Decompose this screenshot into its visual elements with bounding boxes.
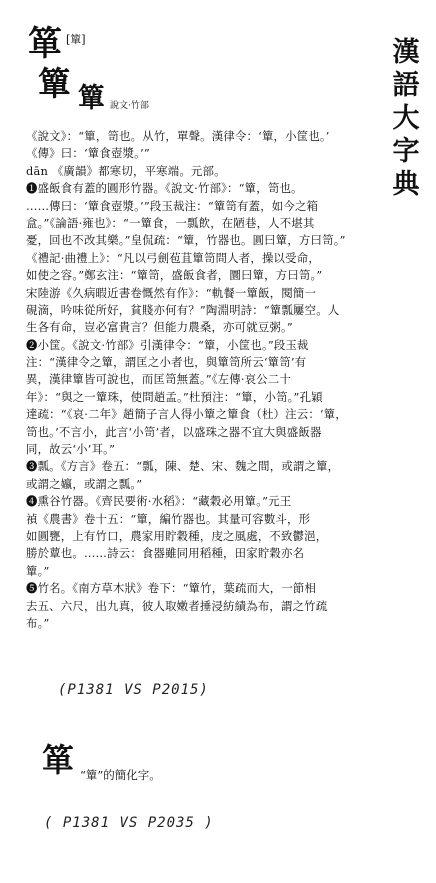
body-line: 簞。” [26,563,50,578]
body-line: 年》：“與之一簞珠，使問趙孟。”杜預注：“簞，小笥。”孔穎 [26,389,323,404]
body-line: 硯滴，吟味從所好，貧賤亦何有？”陶淵明詩：“簞瓢屢空。人 [26,302,340,317]
seal-script-source: 說文·竹部 [110,101,149,111]
body-line: 《禮記·曲禮上》：“凡以弓劍苞苴簞笥問人者，操以受命， [26,250,320,265]
body-line: ❹熏谷竹器。《齊民要術·水稻》：“藏穀必用簞。”元王 [26,494,292,509]
body-line: 布。” [26,615,50,630]
body-line: 同，故云‘小’耳。” [26,442,116,457]
body-line: 盒。”《論語·雍也》：“一簞食，一瓢飲，在陋巷，人不堪其 [26,215,315,230]
body-line: 生各有命，豈必富貴言？但能力農桑，亦可就豆粥。” [26,320,293,335]
body-line: 禎《農書》卷十五：“簞，編竹器也。其量可容數斗，形 [26,511,311,526]
body-line: 如使之容。”鄭玄注：“簞笥，盛飯食者，圜曰簞，方曰笥。” [26,268,323,283]
body-line: 達疏：“《哀·二年》趙簡子言人得小簞之簞食（杜）注云：‘簞， [26,407,347,422]
body-line: ❷小筐。《說文·竹部》引漢律令：“簞，小筐也。”段玉裁 [26,337,309,352]
body-line: 笥也。’不言小，此言‘小笥’者，以盛珠之器不宜大與盛飯器 [26,424,322,439]
traditional-form-bracket: [簞] [66,33,86,46]
entry-body-text [26,128,370,632]
entry-head-character: 箪 [28,24,62,64]
handwritten-page-reference-2: ( P1381 VS P2035 ) [44,815,214,831]
simplified-character: 箪 [42,741,75,779]
body-line: ……傳曰：‘簞食壺漿。’”段玉裁注：“簞笥有蓋，如今之箱 [26,198,319,213]
body-line: 異，漢律簞皆可說也，而匡笥無蓋。”《左傳·哀公二十 [26,372,292,387]
body-line: 或謂之㜲，或謂之瓢。” [26,476,143,491]
handwritten-page-reference: (P1381 VS P2015) [58,682,209,698]
body-line: 去五、六尺，出九真，彼人取嫩者捶浸紡績為布，謂之竹疏 [26,598,328,613]
body-line: ❸瓢。《方言》卷五：“瓢，陳、楚、宋、魏之間，或謂之簞， [26,459,340,474]
seal-script-character: 簞 [78,83,105,114]
body-line: ❶盛飯食有蓋的圓形竹器。《說文·竹部》：“簞，笥也。 [26,181,303,196]
body-line: 《傳》曰：‘簞食壺漿。’” [26,146,150,161]
body-line: 《說文》：“簞，笥也。从竹，單聲。漢律令：‘簞，小筐也。’ [26,129,330,143]
body-line: ❺竹名。《南方草木狀》卷下：“簞竹，葉疏而大，一節相 [26,581,317,596]
body-line: dān 《廣韻》都寒切，平寒端。元部。 [26,163,226,178]
body-line: 如圓甕，上有竹口，農家用貯穀種，庋之風處，不致鬱浥， [26,528,328,543]
body-line: 勝於蕈也。……詩云：食器雖同用稻種，田家貯穀亦名 [26,546,305,561]
body-line: 注：“漢律令之簞，謂匡之小者也，與簞笥所云‘簞笥’有 [26,355,307,370]
body-line: 宋陸游《久病暇近書卷慨然有作》：“軌餐一簞飯，閱簡一 [26,285,317,300]
body-line: 憂，回也不改其樂。”皇侃疏：“簞，竹器也。圓曰簞，方曰笥。” [26,233,346,248]
dictionary-title: 漢語大字典 [392,37,420,200]
simplified-note: “簞”的簡化字。 [80,768,161,782]
traditional-character: 簞 [38,64,71,103]
